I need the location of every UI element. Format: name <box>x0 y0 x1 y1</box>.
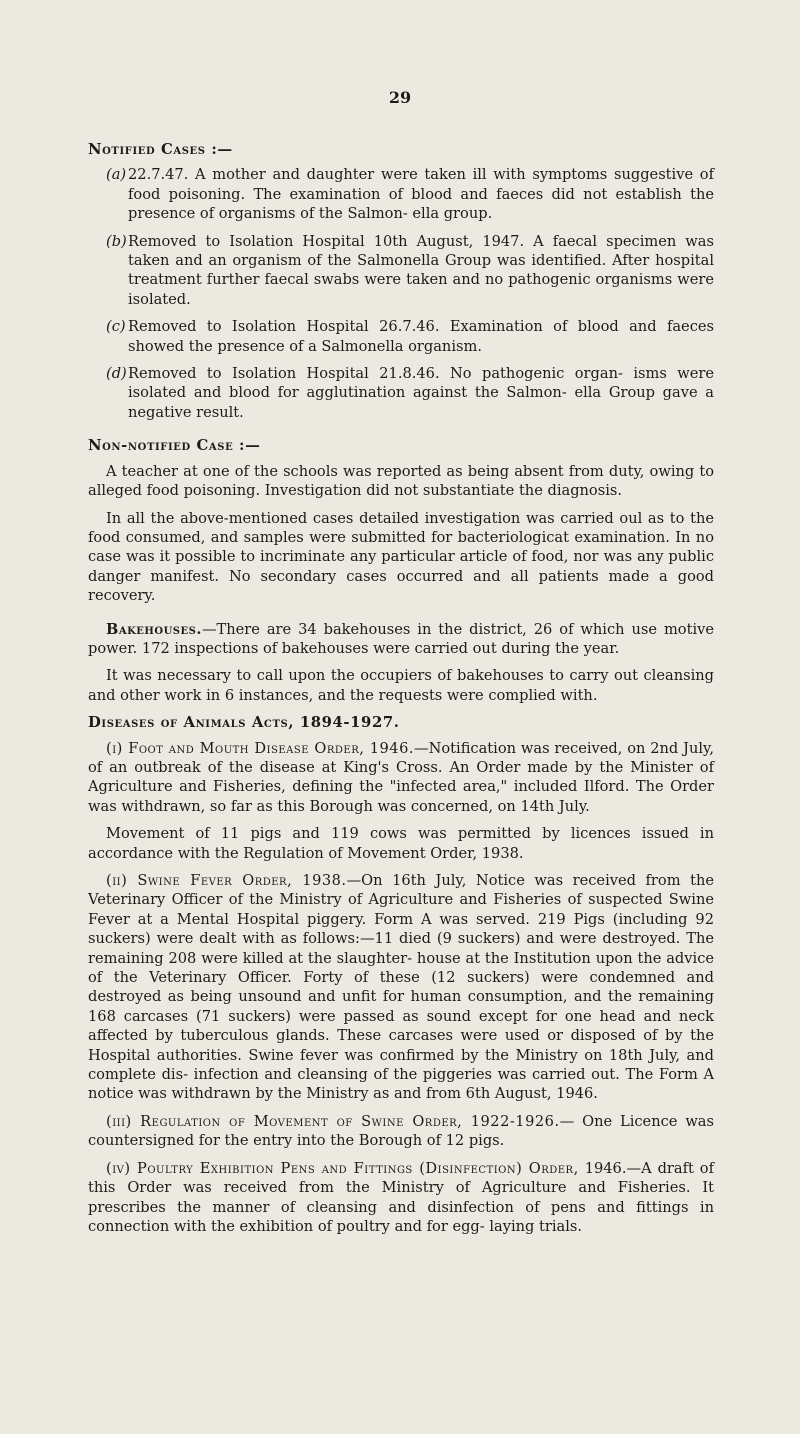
swine-fever-title: (ii) Swine Fever Order, 1938. <box>106 872 347 889</box>
foot-mouth-title: (i) Foot and Mouth Disease Order, 1946. <box>106 739 415 757</box>
diseases-heading: Diseases of Animals Acts, 1894-1927. <box>88 714 400 732</box>
poultry-paragraph <box>88 1159 714 1237</box>
case-text: 22.7.47. A mother and daughter were taken ill with symptoms suggestive of food poisoning. The examination of blood and faeces did not establish the presence of organisms of the Salmon- ella group. <box>128 166 714 223</box>
swine-fever-text: —On 16th July, Notice was received from the Veterinary Officer of the Ministry of Agriculture and Fisheries of suspected Swine Fever at a Mental Hospital piggery. Form A was served. 219 Pigs (including 92 suckers) were dealt with as follows:—11 died (9 suckers) and were destroyed. The remaining 208 were killed at the slaughter- house at the Institution upon the advice of the Veterinary Officer. Forty of these (12 suckers) were condemned and destroyed as being unsound and unfit for human consumption, and the remaining 168 carcases (71 suckers) were passed as sound except for one head and neck affected by tuberculous glands. These carcases were used or disposed of by the Hospital authorities. Swine fever was confirmed by the Ministry on 18th July, and complete dis- infection and cleansing of the piggeries was carried out. The Form A notice was withdrawn by the Ministry as and from 6th August, 1946. <box>88 872 715 1103</box>
foot-mouth-text: —Notification was received, on 2nd July, of an outbreak of the disease at King's Cross. An Order made by the Minister of Agriculture and Fisheries, defining the "infected area," included Ilford. The Order was withdrawn, so far as this Borough was concerned, on 14th July. <box>88 739 714 815</box>
foot-mouth-paragraph <box>88 739 714 817</box>
regulation-paragraph <box>88 1112 714 1151</box>
case-text: Removed to Isolation Hospital 10th August, 1947. A faecal specimen was taken and an organism of the Salmonella Group was identified. After hospital treatment further faecal swabs were taken and no pathogenic organisms were isolated. <box>128 232 714 308</box>
case-item-a <box>88 165 714 223</box>
bakehouses-title: Bakehouses. <box>106 620 202 638</box>
case-label: (d) <box>106 365 127 383</box>
regulation-text: — One Licence was countersigned for the entry into the Borough of 12 pigs. <box>88 1112 715 1150</box>
non-notified-heading: Non-notified Case :— <box>88 437 261 455</box>
regulation-title: (iii) Regulation of Movement of Swine Order, 1922-1926. <box>106 1112 560 1130</box>
investigation-paragraph: In all the above-mentioned cases detailed investigation was carried oul as to the food consumed, and samples were submitted for bacteriologicat examination. In no case was it possible to incriminate any particular article of food, nor was any public danger manifest. No secondary cases occurred and all patients made a good recovery. <box>88 509 714 605</box>
bakehouses-paragraph-2: It was necessary to call upon the occupiers of bakehouses to carry out cleansing and other work in 6 instances, and the requests were complied with. <box>88 667 714 704</box>
notified-cases-heading: Notified Cases :— <box>88 141 233 158</box>
poultry-text: 1946.—A draft of this Order was received from the Ministry of Agriculture and Fisheries. It prescribes the manner of cleansing and disinfection of pens and fittings in connection with the exhibition of poultry and for egg- laying trials. <box>88 1159 714 1235</box>
bakehouses-text: —There are 34 bakehouses in the district, 26 of which use motive power. 172 inspections of bakehouses were carried out during the year. <box>88 620 714 657</box>
case-label: (b) <box>106 232 127 250</box>
swine-fever-paragraph <box>88 871 714 1104</box>
case-label: (a) <box>106 166 127 184</box>
case-label: (c) <box>106 318 126 336</box>
non-notified-paragraph: A teacher at one of the schools was reported as being absent from duty, owing to alleged food poisoning. Investigation did not substantiate the diagnosis. <box>88 462 714 500</box>
case-item-b <box>88 232 714 310</box>
bakehouses-paragraph <box>88 620 714 659</box>
case-item-c <box>88 317 714 356</box>
poultry-title: (iv) Poultry Exhibition Pens and Fittings (Disinfection) Order, <box>106 1159 579 1177</box>
page-number: 29 <box>388 88 412 107</box>
case-text: Removed to Isolation Hospital 26.7.46. Examination of blood and faeces showed the presence of a Salmonella organism. <box>128 318 714 355</box>
case-item-d <box>88 364 714 422</box>
page-content <box>88 140 714 1236</box>
movement-paragraph: Movement of 11 pigs and 119 cows was permitted by licences issued in accordance with the Regulation of Movement Order, 1938. <box>88 825 714 862</box>
case-text: Removed to Isolation Hospital 21.8.46. No pathogenic organ- isms were isolated and blood for agglutination against the Salmon- ella Group gave a negative result. <box>128 365 714 421</box>
